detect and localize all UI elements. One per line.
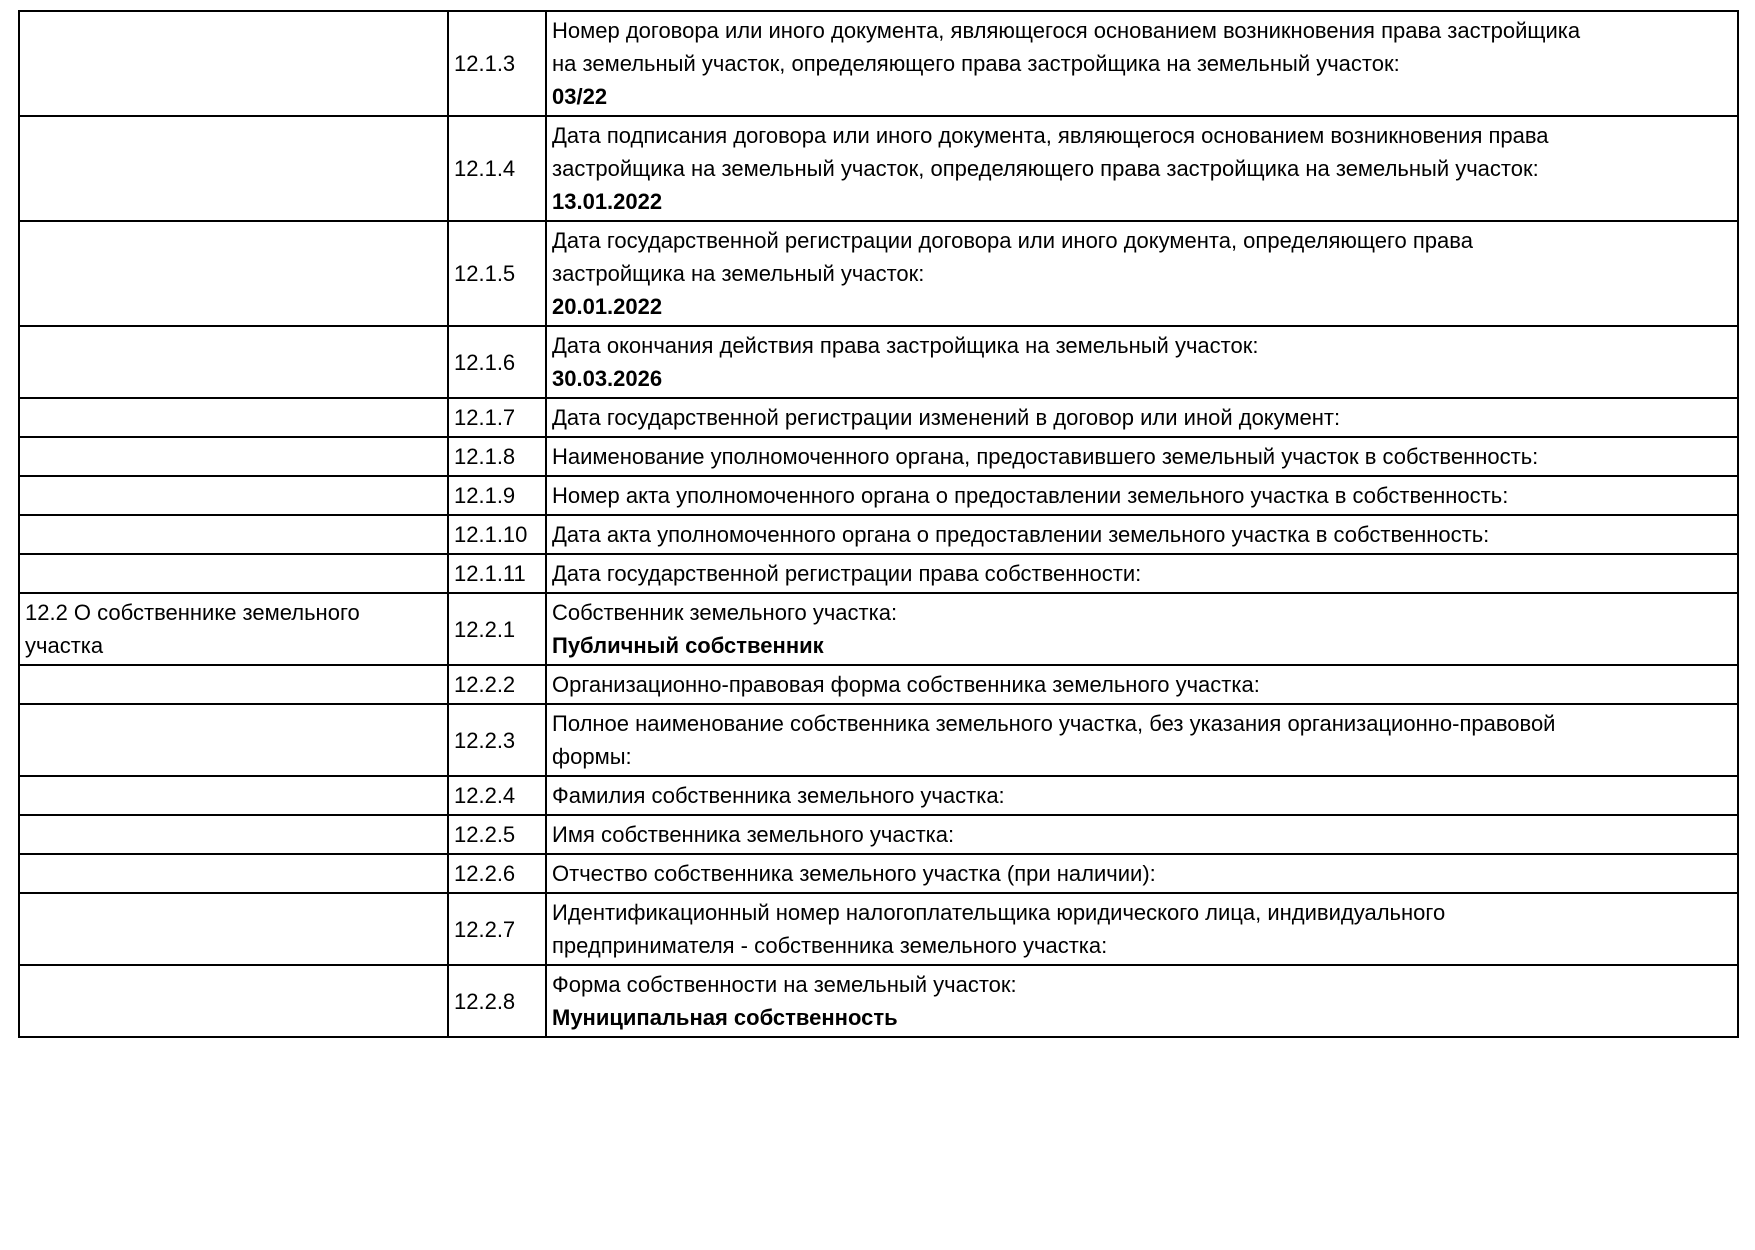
code-cell: 12.2.7	[448, 893, 546, 965]
section-cell	[19, 437, 448, 476]
section-cell-12-2: 12.2 О собственнике земельного участка	[19, 593, 448, 665]
table-row	[19, 704, 1738, 776]
table-row	[19, 515, 1738, 554]
section-cell	[19, 665, 448, 704]
code-cell: 12.2.2	[448, 665, 546, 704]
field-cell	[546, 815, 1738, 854]
table-row	[19, 437, 1738, 476]
section-cell	[19, 221, 448, 326]
field-label: Дата государственной регистрации изменений в договор или иной документ:	[552, 405, 1341, 430]
table-row	[19, 221, 1738, 326]
code-cell: 12.1.7	[448, 398, 546, 437]
field-cell	[546, 476, 1738, 515]
field-cell	[546, 665, 1738, 704]
field-value: 30.03.2026	[552, 366, 663, 391]
field-cell	[546, 776, 1738, 815]
section-cell	[19, 11, 448, 116]
field-value: 03/22	[552, 84, 608, 109]
field-label: Номер акта уполномоченного органа о предоставлении земельного участка в собственность:	[552, 483, 1509, 508]
table-row	[19, 815, 1738, 854]
code-cell: 12.2.4	[448, 776, 546, 815]
code-cell: 12.2.6	[448, 854, 546, 893]
field-cell	[546, 11, 1738, 116]
field-label: Идентификационный номер налогоплательщика юридического лица, индивидуального предпринимателя - собственника земельного участка:	[552, 900, 1446, 958]
code-cell: 12.1.5	[448, 221, 546, 326]
section-cell	[19, 476, 448, 515]
section-cell	[19, 815, 448, 854]
field-label: Наименование уполномоченного органа, предоставившего земельный участок в собственность:	[552, 444, 1539, 469]
section-cell	[19, 893, 448, 965]
declaration-table	[18, 10, 1739, 1038]
section-cell	[19, 776, 448, 815]
code-cell: 12.1.3	[448, 11, 546, 116]
field-cell	[546, 893, 1738, 965]
table-row	[19, 116, 1738, 221]
code-cell: 12.1.9	[448, 476, 546, 515]
field-cell	[546, 326, 1738, 398]
code-cell: 12.1.10	[448, 515, 546, 554]
code-cell: 12.1.11	[448, 554, 546, 593]
section-cell	[19, 326, 448, 398]
table-row	[19, 893, 1738, 965]
field-cell	[546, 398, 1738, 437]
table-row	[19, 398, 1738, 437]
field-label: Форма собственности на земельный участок:	[552, 972, 1017, 997]
table-row	[19, 854, 1738, 893]
table-row	[19, 776, 1738, 815]
section-cell	[19, 515, 448, 554]
table-row	[19, 965, 1738, 1037]
field-cell	[546, 221, 1738, 326]
table-row	[19, 665, 1738, 704]
field-label: Дата государственной регистрации договора или иного документа, определяющего права застройщика на земельный участок:	[552, 228, 1473, 286]
section-cell	[19, 965, 448, 1037]
table-row	[19, 554, 1738, 593]
field-label: Дата подписания договора или иного документа, являющегося основанием возникновения права застройщика на земельный участок, определяющего права застройщика на земельный участок:	[552, 123, 1549, 181]
code-cell: 12.1.6	[448, 326, 546, 398]
field-cell	[546, 116, 1738, 221]
field-label: Организационно-правовая форма собственника земельного участка:	[552, 672, 1260, 697]
field-label: Дата акта уполномоченного органа о предоставлении земельного участка в собственность:	[552, 522, 1490, 547]
field-label: Дата государственной регистрации права собственности:	[552, 561, 1142, 586]
table-row	[19, 11, 1738, 116]
field-value: 13.01.2022	[552, 189, 663, 214]
table-row	[19, 593, 1738, 665]
field-cell	[546, 704, 1738, 776]
field-value: 20.01.2022	[552, 294, 663, 319]
field-label: Отчество собственника земельного участка (при наличии):	[552, 861, 1156, 886]
field-cell	[546, 554, 1738, 593]
table-row	[19, 326, 1738, 398]
section-cell	[19, 704, 448, 776]
code-cell: 12.1.4	[448, 116, 546, 221]
field-cell	[546, 965, 1738, 1037]
section-cell	[19, 554, 448, 593]
field-cell	[546, 593, 1738, 665]
field-value: Публичный собственник	[552, 633, 824, 658]
code-cell: 12.2.5	[448, 815, 546, 854]
section-cell	[19, 116, 448, 221]
code-cell: 12.1.8	[448, 437, 546, 476]
field-label: Имя собственника земельного участка:	[552, 822, 955, 847]
field-label: Полное наименование собственника земельного участка, без указания организационно-правовой формы:	[552, 711, 1556, 769]
code-cell: 12.2.1	[448, 593, 546, 665]
section-cell	[19, 854, 448, 893]
field-label: Собственник земельного участка:	[552, 600, 898, 625]
section-cell	[19, 398, 448, 437]
field-value: Муниципальная собственность	[552, 1005, 898, 1030]
field-label: Номер договора или иного документа, являющегося основанием возникновения права застройщика на земельный участок, определяющего права застройщика на земельный участок:	[552, 18, 1581, 76]
field-cell	[546, 437, 1738, 476]
code-cell: 12.2.8	[448, 965, 546, 1037]
field-cell	[546, 515, 1738, 554]
field-cell	[546, 854, 1738, 893]
field-label: Дата окончания действия права застройщика на земельный участок:	[552, 333, 1259, 358]
table-row	[19, 476, 1738, 515]
field-label: Фамилия собственника земельного участка:	[552, 783, 1005, 808]
code-cell: 12.2.3	[448, 704, 546, 776]
